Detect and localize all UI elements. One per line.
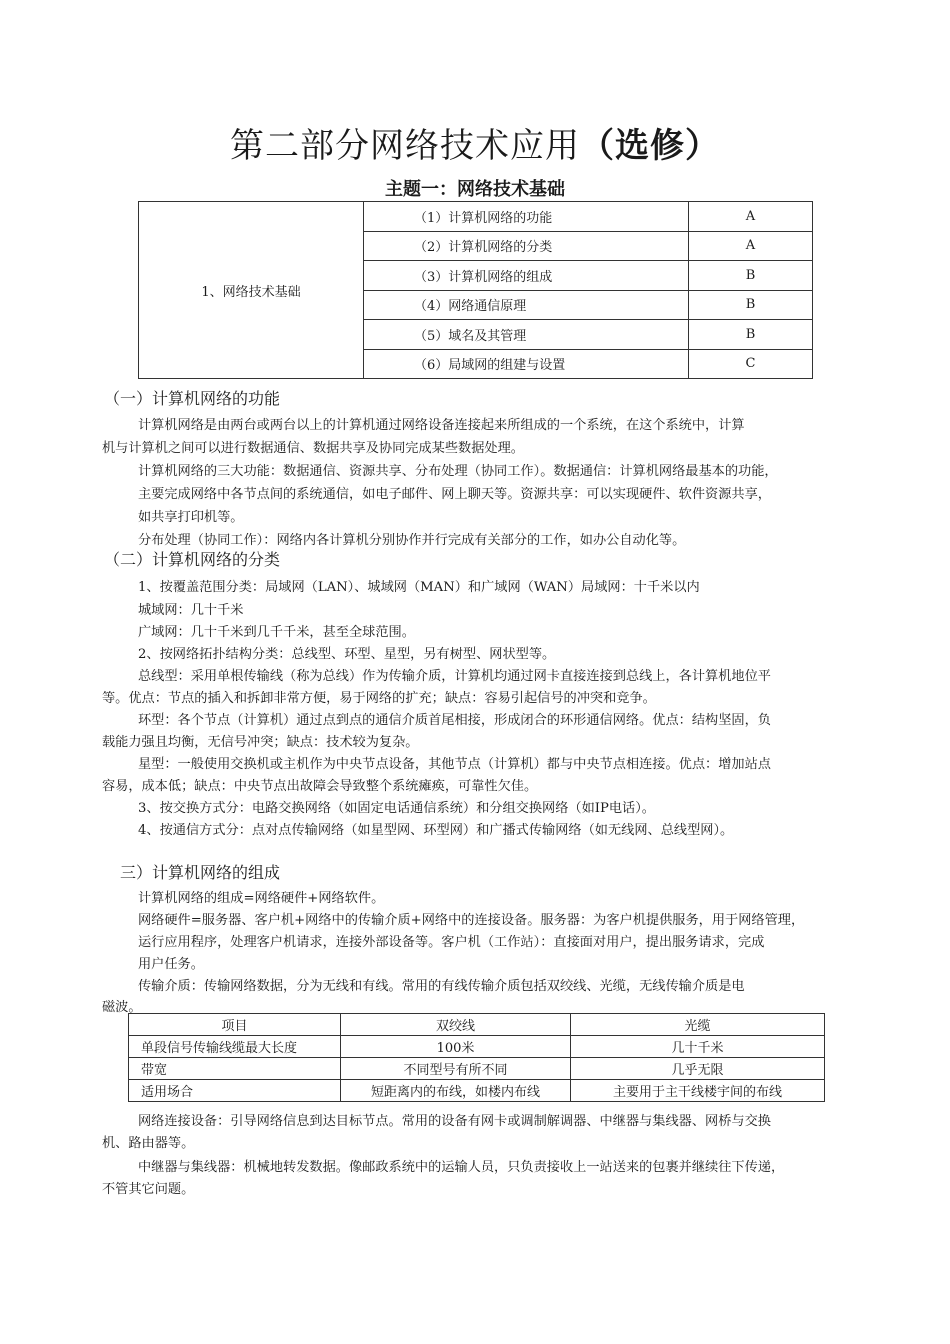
paragraph-line: 1、按覆盖范围分类：局域网（LAN）、城域网（MAN）和广域网（WAN）局域网：十千米以内 bbox=[138, 580, 700, 595]
paragraph-line: 总线型：采用单根传输线（称为总线）作为传输介质，计算机均通过网卡直接连接到总线上，各计算机地位平 bbox=[138, 669, 771, 684]
paragraph-line: 星型：一般使用交换机或主机作为中央节点设备，其他节点（计算机）都与中央节点相连接。优点：增加站点 bbox=[138, 757, 771, 772]
page-title-paren: （选修） bbox=[580, 126, 720, 166]
table-cell: 短距离内的布线，如楼内布线 bbox=[341, 1080, 571, 1102]
topic-level: A bbox=[689, 231, 813, 261]
page-title bbox=[0, 118, 950, 167]
topic-subtitle: 主题一：网络技术基础 bbox=[385, 179, 565, 200]
paragraph-line: 3、按交换方式分：电路交换网络（如固定电话通信系统）和分组交换网络（如IP电话）。 bbox=[138, 801, 655, 816]
paragraph-line: 机与计算机之间可以进行数据通信、数据共享及协同完成某些数据处理。 bbox=[102, 441, 524, 456]
paragraph-line: 等。优点：节点的插入和拆卸非常方便，易于网络的扩充；缺点：容易引起信号的冲突和竞争。 bbox=[102, 691, 656, 706]
paragraph-line: 4、按通信方式分：点对点传输网络（如星型网、环型网）和广播式传输网络（如无线网、总线型网）。 bbox=[138, 823, 734, 838]
table-header-row bbox=[129, 1014, 825, 1036]
paragraph-line: 2、按网络拓扑结构分类：总线型、环型、星型，另有树型、网状型等。 bbox=[138, 647, 556, 662]
table-cell: 100米 bbox=[341, 1036, 571, 1058]
table-header-cell: 光缆 bbox=[571, 1014, 825, 1036]
page-title-main: 第二部分网络技术应用 bbox=[230, 126, 580, 166]
paragraph-line: 计算机网络的三大功能：数据通信、资源共享、分布处理（协同工作）。数据通信：计算机网络最基本的功能， bbox=[138, 464, 778, 479]
table-header-cell: 项目 bbox=[129, 1014, 341, 1036]
topic-item: （6）局域网的组建与设置 bbox=[364, 349, 689, 379]
paragraph-line: 计算机网络是由两台或两台以上的计算机通过网络设备连接起来所组成的一个系统，在这个系统中，计算 bbox=[138, 418, 745, 433]
topic-item: （3）计算机网络的组成 bbox=[364, 261, 689, 291]
topic-level: B bbox=[689, 320, 813, 350]
table-cell: 不同型号有所不同 bbox=[341, 1058, 571, 1080]
topic-level: B bbox=[689, 261, 813, 291]
medium-comparison-table bbox=[128, 1013, 825, 1102]
topic-level: C bbox=[689, 349, 813, 379]
paragraph-line: 环型：各个节点（计算机）通过点到点的通信介质首尾相接，形成闭合的环形通信网络。优点：结构坚固，负 bbox=[138, 713, 771, 728]
table-cell: 适用场合 bbox=[129, 1080, 341, 1102]
table-row bbox=[129, 1058, 825, 1080]
table-row bbox=[139, 202, 813, 232]
topic-item: （4）网络通信原理 bbox=[364, 290, 689, 320]
paragraph-line: 网络硬件=服务器、客户机+网络中的传输介质+网络中的连接设备。服务器：为客户机提供服务，用于网络管理， bbox=[138, 913, 805, 928]
paragraph-line: 传输介质：传输网络数据，分为无线和有线。常用的有线传输介质包括双绞线、光缆，无线传输介质是电 bbox=[138, 979, 745, 994]
section-heading-classification: （二）计算机网络的分类 bbox=[104, 550, 281, 569]
table-cell: 几十千米 bbox=[571, 1036, 825, 1058]
section-heading-composition: 三）计算机网络的组成 bbox=[120, 863, 281, 882]
topic-main-cell: 1、网络技术基础 bbox=[139, 202, 364, 379]
paragraph-line: 广域网：几十千米到几千千米，甚至全球范围。 bbox=[138, 625, 415, 640]
paragraph-line: 主要完成网络中各节点间的系统通信，如电子邮件、网上聊天等。资源共享：可以实现硬件、软件资源共享， bbox=[138, 487, 771, 502]
topic-level: B bbox=[689, 290, 813, 320]
paragraph-line: 容易，成本低；缺点：中央节点出故障会导致整个系统瘫痪，可靠性欠佳。 bbox=[102, 779, 538, 794]
topic-item: （5）域名及其管理 bbox=[364, 320, 689, 350]
table-cell: 单段信号传输线缆最大长度 bbox=[129, 1036, 341, 1058]
paragraph-line: 网络连接设备：引导网络信息到达目标节点。常用的设备有网卡或调制解调器、中继器与集线器、网桥与交换 bbox=[138, 1114, 771, 1129]
topic-item: （2）计算机网络的分类 bbox=[364, 231, 689, 261]
table-cell: 主要用于主干线楼宇间的布线 bbox=[571, 1080, 825, 1102]
paragraph-line: 磁波。 bbox=[102, 1000, 142, 1015]
paragraph-line: 分布处理（协同工作）：网络内各计算机分别协作并行完成有关部分的工作，如办公自动化等。 bbox=[138, 533, 686, 548]
topic-table bbox=[138, 201, 813, 379]
paragraph-line: 载能力强且均衡，无信号冲突；缺点：技术较为复杂。 bbox=[102, 735, 419, 750]
table-cell: 几乎无限 bbox=[571, 1058, 825, 1080]
paragraph-line: 不管其它问题。 bbox=[102, 1182, 195, 1197]
paragraph-line: 城域网：几十千米 bbox=[138, 603, 244, 618]
table-row bbox=[129, 1036, 825, 1058]
paragraph-line: 计算机网络的组成=网络硬件+网络软件。 bbox=[138, 891, 385, 906]
topic-level: A bbox=[689, 202, 813, 232]
section-heading-functions: （一）计算机网络的功能 bbox=[104, 389, 281, 408]
topic-item: （1）计算机网络的功能 bbox=[364, 202, 689, 232]
paragraph-line: 如共享打印机等。 bbox=[138, 510, 244, 525]
table-cell: 带宽 bbox=[129, 1058, 341, 1080]
paragraph-line: 中继器与集线器：机械地转发数据。像邮政系统中的运输人员，只负责接收上一站送来的包裹并继续往下传递， bbox=[138, 1160, 785, 1175]
paragraph-line: 机、路由器等。 bbox=[102, 1136, 195, 1151]
table-row bbox=[129, 1080, 825, 1102]
table-header-cell: 双绞线 bbox=[341, 1014, 571, 1036]
paragraph-line: 用户任务。 bbox=[138, 957, 204, 972]
paragraph-line: 运行应用程序，处理客户机请求，连接外部设备等。客户机（工作站）：直接面对用户，提出服务请求，完成 bbox=[138, 935, 765, 950]
